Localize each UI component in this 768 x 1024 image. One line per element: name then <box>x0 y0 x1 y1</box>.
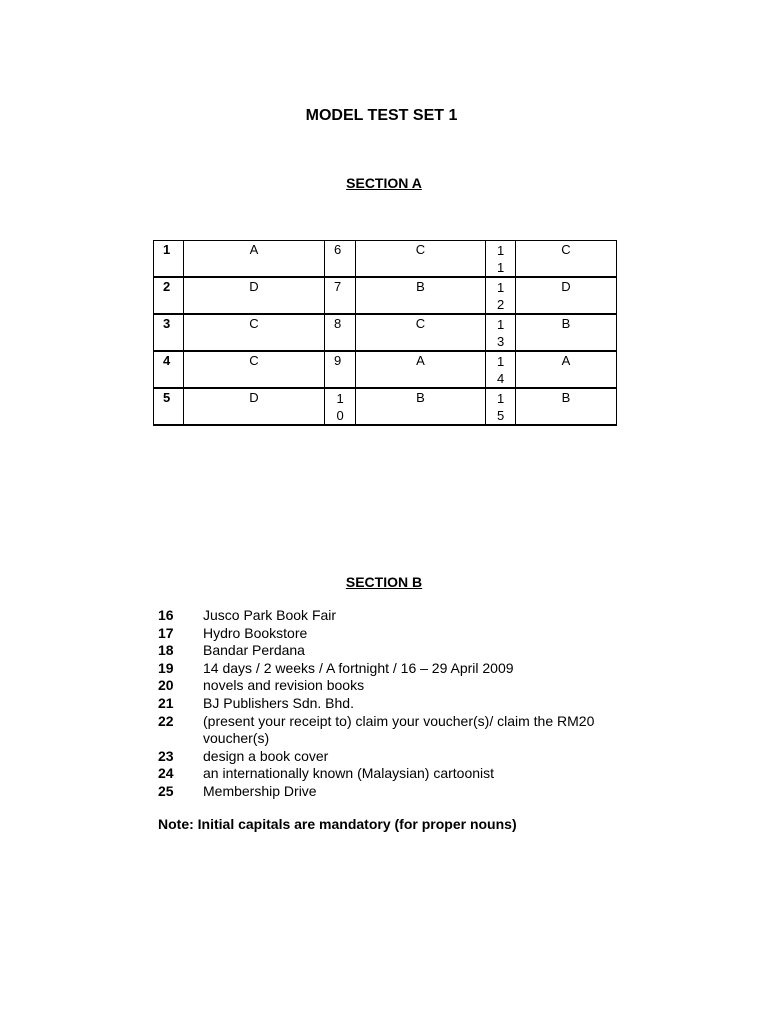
answer-cell: D <box>516 277 617 314</box>
question-number <box>486 314 516 351</box>
answer-cell: C <box>356 241 486 278</box>
question-number: 17 <box>158 624 174 641</box>
answer-text: design a book cover <box>203 747 329 764</box>
answer-cell: C <box>184 351 325 388</box>
question-number-text: 14 <box>497 354 505 386</box>
question-number: 5 <box>154 388 184 425</box>
list-item <box>158 660 643 678</box>
question-number: 22 <box>158 712 174 729</box>
question-number: 6 <box>325 241 356 278</box>
question-number-text: 12 <box>497 280 505 312</box>
question-number <box>486 277 516 314</box>
list-item <box>158 713 643 748</box>
answer-cell: A <box>184 241 325 278</box>
answer-cell: B <box>356 277 486 314</box>
list-item <box>158 642 643 660</box>
question-number: 4 <box>154 351 184 388</box>
question-number: 8 <box>325 314 356 351</box>
question-number <box>486 241 516 278</box>
answer-text: BJ Publishers Sdn. Bhd. <box>203 694 354 711</box>
list-item <box>158 783 643 801</box>
list-item <box>158 625 643 643</box>
document-title: MODEL TEST SET 1 <box>305 107 458 124</box>
list-item <box>158 765 643 783</box>
section-b-answer-list <box>158 607 643 801</box>
section-a-answer-table <box>153 240 617 426</box>
section-a-heading: SECTION A <box>346 175 422 191</box>
question-number-text: 13 <box>497 317 505 349</box>
answer-cell: B <box>356 388 486 425</box>
question-number-text: 10 <box>336 391 344 423</box>
answer-text: 14 days / 2 weeks / A fortnight / 16 – 29 April 2009 <box>203 659 514 676</box>
answer-text: Membership Drive <box>203 782 317 799</box>
question-number: 23 <box>158 747 174 764</box>
answer-cell: B <box>516 388 617 425</box>
question-number: 7 <box>325 277 356 314</box>
answer-cell: A <box>356 351 486 388</box>
answer-cell: A <box>516 351 617 388</box>
answer-text: Jusco Park Book Fair <box>203 607 337 623</box>
question-number: 3 <box>154 314 184 351</box>
question-number: 18 <box>158 642 174 659</box>
question-number <box>486 388 516 425</box>
answer-text: Bandar Perdana <box>203 642 305 659</box>
answer-cell: C <box>184 314 325 351</box>
question-number: 25 <box>158 782 174 799</box>
answer-text: novels and revision books <box>203 677 365 694</box>
question-number: 2 <box>154 277 184 314</box>
table-row <box>154 277 617 314</box>
list-item <box>158 695 643 713</box>
question-number: 19 <box>158 659 174 676</box>
list-item <box>158 748 643 766</box>
note-text: Note: Initial capitals are mandatory (for proper nouns) <box>158 816 517 832</box>
answer-cell: D <box>184 388 325 425</box>
question-number: 20 <box>158 677 174 694</box>
table-row <box>154 314 617 351</box>
answer-cell: B <box>516 314 617 351</box>
question-number: 21 <box>158 694 174 711</box>
question-number: 1 <box>154 241 184 278</box>
question-number: 9 <box>325 351 356 388</box>
question-number-text: 11 <box>497 243 505 275</box>
question-number <box>486 351 516 388</box>
table-row <box>154 388 617 425</box>
question-number-text: 15 <box>497 391 505 423</box>
question-number: 16 <box>158 607 174 623</box>
answer-cell: C <box>516 241 617 278</box>
section-b-heading: SECTION B <box>345 574 423 590</box>
answer-text: (present your receipt to) claim your voucher(s)/ claim the RM20 voucher(s) <box>203 712 595 747</box>
table-row <box>154 241 617 278</box>
question-number <box>325 388 356 425</box>
table-row <box>154 351 617 388</box>
answer-cell: C <box>356 314 486 351</box>
list-item <box>158 607 643 625</box>
answer-cell: D <box>184 277 325 314</box>
answer-text: Hydro Bookstore <box>203 624 308 641</box>
list-item <box>158 677 643 695</box>
question-number: 24 <box>158 765 174 782</box>
answer-text: an internationally known (Malaysian) cartoonist <box>203 765 495 782</box>
